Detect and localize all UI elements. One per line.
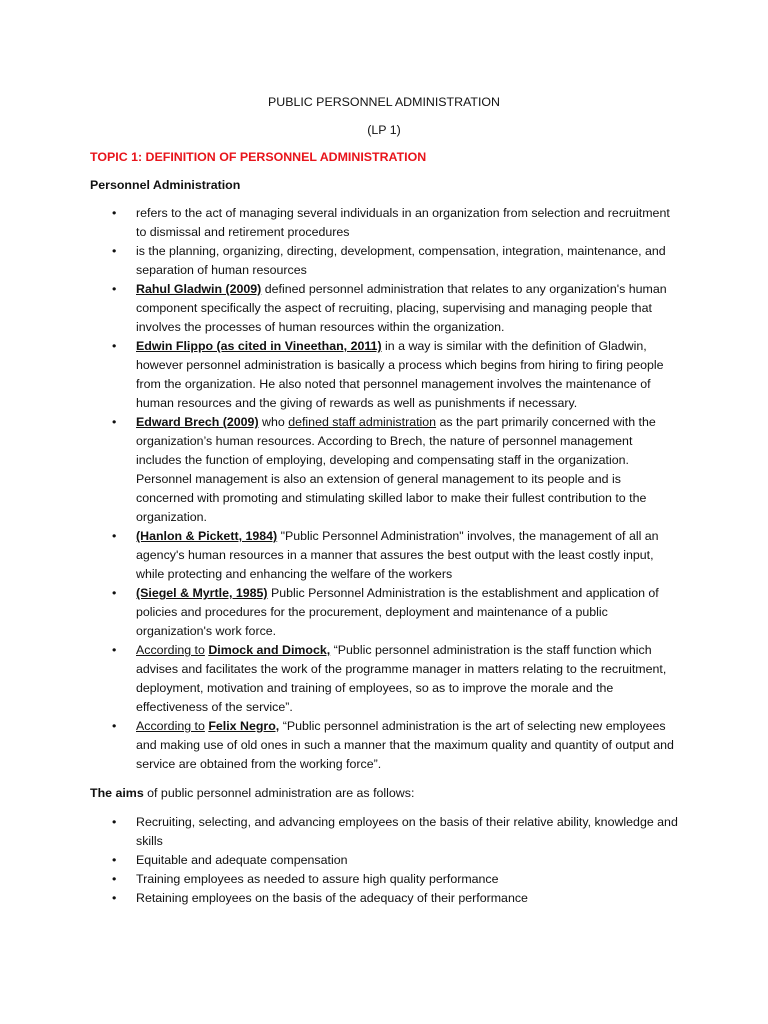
bullet-icon: •: [112, 586, 117, 600]
citation: Rahul Gladwin (2009): [136, 282, 262, 296]
definition-text: defined personnel administration that relates to any organization's human component specifically the aspect of recruiting, placing, supervising and managing people that involves the processes of human resources within the organization.: [136, 282, 667, 334]
bullet-icon: •: [112, 339, 117, 353]
list-item: [90, 717, 678, 774]
definition-text: as the part primarily concerned with the organization’s human resources. According to Brech, the nature of personnel management includes the function of employing, developing and compensating staff in the organization. Personnel management is also an extension of general management to its people and is concerned with promoting and stimulating skilled labor to make their fullest contribution to the organization.: [136, 415, 656, 524]
underlined-phrase: defined staff administration: [288, 415, 437, 429]
list-item: [90, 204, 678, 242]
document-title: PUBLIC PERSONNEL ADMINISTRATION: [267, 95, 501, 109]
bullet-icon: •: [112, 853, 117, 867]
definition-text: "Public Personnel Administration" involves, the management of all an agency's human resources in a manner that assures the best output with the least costly input, while protecting and enhancing the welfare of the workers: [136, 529, 659, 581]
bullet-icon: •: [112, 719, 117, 733]
citation: (Siegel & Myrtle, 1985): [136, 586, 268, 600]
bullet-icon: •: [112, 415, 117, 429]
citation-prefix: According to: [136, 643, 205, 657]
list-item: [90, 813, 678, 851]
list-item: [90, 584, 678, 641]
list-item: [90, 641, 678, 717]
aims-intro-rest: of public personnel administration are as follows:: [143, 786, 415, 800]
citation: Edwin Flippo (as cited in Vineethan, 2011): [136, 339, 382, 353]
citation: Felix Negro,: [208, 719, 280, 733]
aim-text: Equitable and adequate compensation: [136, 853, 348, 867]
bullet-icon: •: [112, 244, 117, 258]
definition-text: in a way is similar with the definition of Gladwin, however personnel administration is basically a process which begins from hiring to firing people from the organization. He also noted that personnel management involves the maintenance of human resources and the giving of rewards as well as punishments if necessary.: [136, 339, 664, 410]
bullet-icon: •: [112, 529, 117, 543]
definition-text: is the planning, organizing, directing, development, compensation, integration, maintenance, and separation of human resources: [136, 244, 666, 277]
definition-connector: who: [258, 415, 289, 429]
aim-text: Recruiting, selecting, and advancing employees on the basis of their relative ability, knowledge and skills: [136, 815, 678, 848]
bullet-icon: •: [112, 891, 117, 905]
list-item: [90, 527, 678, 584]
list-item: [90, 280, 678, 337]
list-item: [90, 242, 678, 280]
bullet-icon: •: [112, 872, 117, 886]
definition-text: Public Personnel Administration is the establishment and application of policies and procedures for the procurement, deployment and maintenance of a public organization's work force.: [136, 586, 659, 638]
definition-text: “Public personnel administration is the art of selecting new employees and making use of old ones in such a manner that the maximum quality and quantity of output and service are obtained from the working force”.: [136, 719, 674, 771]
citation: (Hanlon & Pickett, 1984): [136, 529, 278, 543]
topic-heading: TOPIC 1: DEFINITION OF PERSONNEL ADMINISTRATION: [90, 150, 427, 164]
aims-intro-bold: The aims: [90, 786, 144, 800]
citation: Dimock and Dimock,: [208, 643, 331, 657]
section-heading: Personnel Administration: [90, 178, 241, 192]
list-item: [90, 413, 678, 527]
document-subtitle: (LP 1): [367, 123, 401, 137]
aim-text: Training employees as needed to assure high quality performance: [136, 872, 499, 886]
list-item: [90, 851, 678, 870]
bullet-icon: •: [112, 815, 117, 829]
aim-text: Retaining employees on the basis of the adequacy of their performance: [136, 891, 528, 905]
citation-prefix: According to: [136, 719, 205, 733]
list-item: [90, 870, 678, 889]
bullet-icon: •: [112, 282, 117, 296]
list-item: [90, 337, 678, 413]
citation: Edward Brech (2009): [136, 415, 259, 429]
definition-text: refers to the act of managing several individuals in an organization from selection and recruitment to dismissal and retirement procedures: [136, 206, 670, 239]
list-item: [90, 889, 678, 908]
definition-text: “Public personnel administration is the staff function which advises and facilitates the work of the programme manager in matters relating to the recruitment, deployment, motivation and training of employees, so as to improve the morale and the effectiveness of the service”.: [136, 643, 667, 714]
bullet-icon: •: [112, 206, 117, 220]
aims-list: [90, 813, 678, 908]
bullet-icon: •: [112, 643, 117, 657]
aims-intro: [90, 784, 678, 803]
definitions-list: [90, 204, 678, 774]
